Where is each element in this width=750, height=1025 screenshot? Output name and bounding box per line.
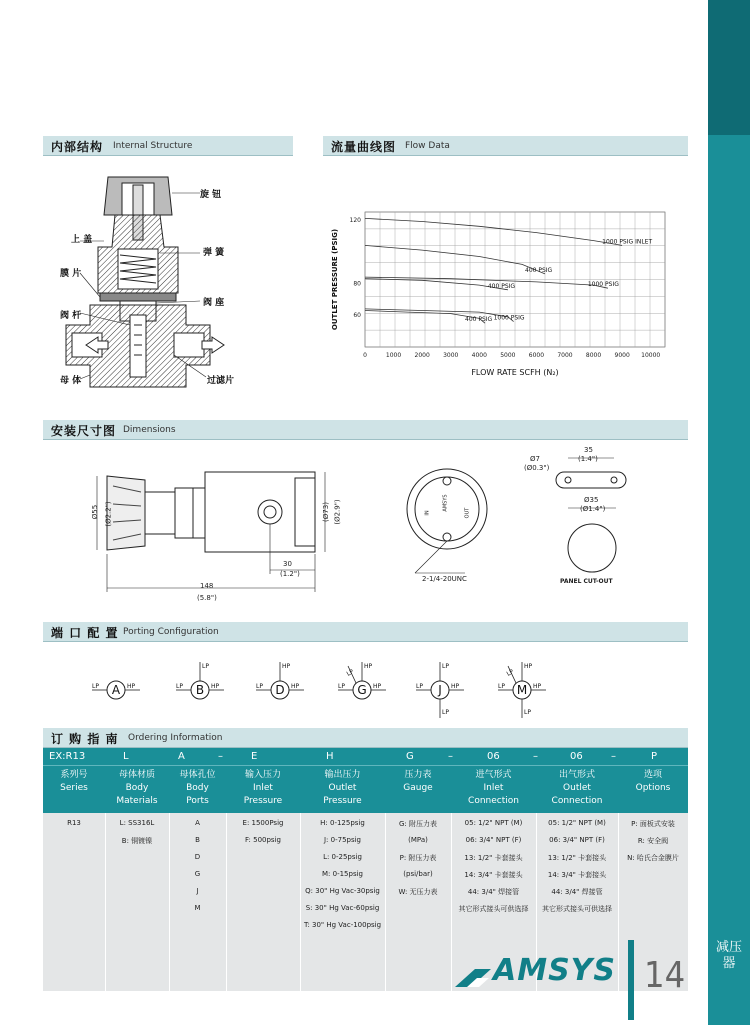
front-in-label: IN <box>424 510 431 516</box>
dim-w35: 35 <box>584 446 593 454</box>
column-header-line: Body <box>125 783 149 793</box>
table-cell: B <box>195 836 200 844</box>
series-label: 400 PSIG <box>487 282 516 290</box>
example-code-part: – <box>218 751 223 762</box>
flow-data-chart <box>325 200 695 380</box>
side-category-label: 减压器 <box>716 940 743 971</box>
x-tick-label: 10000 <box>641 352 661 359</box>
port-label-top2: LP <box>505 668 516 678</box>
x-tick-label: 4000 <box>471 352 487 359</box>
column-header-line: Series <box>60 783 88 793</box>
table-cell: 06: 3/4" NPT (F) <box>465 836 522 844</box>
port-label-right: HP <box>127 683 136 690</box>
panel-cutout-drawing <box>548 448 638 583</box>
porting-diagrams <box>0 650 700 725</box>
series-label: 1000 PSIG <box>493 314 525 322</box>
column-header <box>43 769 105 808</box>
footer-divider <box>628 940 634 1020</box>
table-cell: Q: 30" Hg Vac-30psig <box>305 887 380 895</box>
x-tick-label: 3000 <box>443 352 459 359</box>
example-code-part: – <box>533 751 538 762</box>
example-code-part: – <box>611 751 616 762</box>
column-header-line: Gauge <box>403 783 433 793</box>
table-cell: P: 面板式安装 <box>631 820 675 828</box>
column-header-line: 系列号 <box>60 770 88 780</box>
table-cell: T: 30" Hg Vac-100psig <box>303 921 382 929</box>
y-tick-label: 60 <box>353 312 361 320</box>
table-cell: D <box>194 853 201 861</box>
series-label: 400 PSIG <box>525 266 553 274</box>
port-letter: G <box>357 683 367 697</box>
column-header-line: 母体材质 <box>118 770 155 780</box>
table-cell: 14: 3/4" 卡套接头 <box>547 871 607 879</box>
column-header <box>226 769 300 808</box>
table-cell: M: 0-15psig <box>322 870 363 878</box>
x-tick-label: 7000 <box>557 352 573 359</box>
port-label-top: LP <box>202 663 209 670</box>
port-label-top: HP <box>524 663 533 670</box>
example-code-part: EX:R13 <box>49 751 86 762</box>
port-label-right: HP <box>373 683 382 690</box>
section-header-ordering <box>43 728 688 748</box>
section-title-cn: 端 口 配 置 <box>51 626 119 640</box>
column-header <box>536 769 618 808</box>
table-cell: E: 1500Psig <box>242 819 284 827</box>
table-cell: R13 <box>67 819 81 827</box>
section-header-flow-data <box>323 136 688 156</box>
dim-l58: (5.8") <box>197 594 217 602</box>
x-tick-label: 1000 <box>385 352 402 359</box>
porting-svg <box>0 650 700 725</box>
section-title-cn: 订 购 指 南 <box>51 732 119 746</box>
table-cell: B: 铜镀镍 <box>121 837 153 845</box>
column-header-line <box>618 795 688 808</box>
dim-w14: (1.4") <box>578 455 598 463</box>
x-tick-label: 0 <box>363 352 367 359</box>
column-header-line: 选项 <box>643 770 662 780</box>
page-number: 14 <box>644 955 686 996</box>
example-code-part: H <box>326 751 334 762</box>
column-header <box>618 769 688 808</box>
table-cell: J: 0-75psig <box>323 836 361 844</box>
column-header-line: Inlet <box>253 783 273 793</box>
brand-logo <box>453 953 616 988</box>
table-cell: 44: 3/4" 焊接管 <box>467 888 520 896</box>
brand-text: AMSYS <box>493 953 617 988</box>
column-header-line: Connection <box>468 796 519 806</box>
port-config-j <box>416 662 464 718</box>
label-cap: 上 盖 <box>71 235 93 245</box>
table-cell: 14: 3/4" 卡套接头 <box>464 871 523 879</box>
section-header-porting <box>43 622 688 642</box>
x-tick-label: 9000 <box>614 352 630 359</box>
port-label-right: HP <box>451 683 460 690</box>
side-view-drawing <box>85 458 345 608</box>
column-header-line <box>385 795 451 808</box>
dim-d29: (Ø2.9") <box>333 499 342 525</box>
section-title-cn: 内部结构 <box>51 140 104 154</box>
section-header-internal-structure <box>43 136 293 156</box>
port-letter: A <box>111 683 121 697</box>
table-cell: J <box>196 887 199 895</box>
section-title-en: Porting Configuration <box>123 627 219 637</box>
table-cell: F: 500psig <box>245 836 281 844</box>
port-label-left: LP <box>338 683 345 690</box>
x-tick-label: 5000 <box>500 352 516 359</box>
port-label-right: HP <box>211 683 220 690</box>
table-cell: (psi/bar) <box>403 870 433 878</box>
section-header-dimensions <box>43 420 688 440</box>
example-code-part: P <box>651 751 658 762</box>
dim-unc: 2-1/4-20UNC <box>422 575 467 583</box>
port-label-left: LP <box>498 683 505 690</box>
front-brand-small: AMSYS <box>442 494 449 512</box>
column-header-line: 出气形式 <box>558 770 595 780</box>
table-cell: 06: 3/4" NPT (F) <box>549 836 605 844</box>
dim-l12: (1.2") <box>280 570 300 578</box>
port-config-d <box>256 662 304 699</box>
column-header <box>105 769 169 808</box>
port-letter: B <box>195 683 205 697</box>
front-out-label: OUT <box>464 507 471 519</box>
column-header-line: 输出压力 <box>324 770 361 780</box>
table-cell: W: 无压力表 <box>398 888 438 896</box>
table-cell: L: SS316L <box>119 819 155 827</box>
label-spring: 弹 簧 <box>203 248 225 258</box>
section-title-en: Ordering Information <box>128 733 223 743</box>
port-label-right: HP <box>291 683 300 690</box>
column-header-line: Options <box>635 783 671 793</box>
section-title-en: Internal Structure <box>113 141 193 151</box>
example-code-part: G <box>406 751 414 762</box>
column-header <box>169 769 226 808</box>
table-cell: N: 哈氏合金膜片 <box>627 854 679 862</box>
label-stem: 阀 杆 <box>60 311 82 321</box>
label-filter: 过滤片 <box>207 376 235 386</box>
section-title-en: Flow Data <box>405 141 450 151</box>
port-label-right: HP <box>533 683 542 690</box>
port-label-top: LP <box>442 663 449 670</box>
port-letter: J <box>438 683 442 697</box>
y-axis-label: OUTLET PRESSURE (PSIG) <box>331 228 339 331</box>
dim-d73: (Ø73) <box>321 502 330 522</box>
column-header-line: Connection <box>551 796 603 806</box>
column-header <box>385 769 451 808</box>
table-cell: 44: 3/4" 焊接管 <box>551 888 603 896</box>
port-label-left: LP <box>416 683 423 690</box>
section-title-cn: 安装尺寸图 <box>51 424 117 438</box>
x-tick-label: 2000 <box>414 352 430 359</box>
dim-l30: 30 <box>283 560 292 568</box>
table-cell: L: 0-25psig <box>323 853 362 861</box>
port-config-b <box>176 662 224 699</box>
label-seat: 阀 座 <box>203 298 225 308</box>
table-cell: R: 安全阀 <box>637 837 669 845</box>
example-code-part: 06 <box>570 751 583 762</box>
port-config-m <box>498 662 546 718</box>
dim-d7: Ø7 <box>530 455 540 463</box>
dim-d55: Ø55 <box>91 504 100 520</box>
example-code-part: – <box>448 751 453 762</box>
series-label: 400 PSIG <box>465 316 493 324</box>
column-header-line <box>43 795 105 808</box>
table-cell: (MPa) <box>408 836 428 844</box>
brand-mark-icon <box>453 962 493 982</box>
dim-d35: Ø35 <box>584 496 599 504</box>
table-cell: M <box>194 904 201 912</box>
table-cell: 13: 1/2" 卡套接头 <box>464 854 523 862</box>
table-cell: A <box>195 819 200 827</box>
port-label-top: HP <box>364 663 373 670</box>
section-title-cn: 流量曲线图 <box>331 140 397 154</box>
example-code-part: L <box>123 751 129 762</box>
ordering-example-row <box>43 748 688 765</box>
ordering-header-row <box>43 765 688 813</box>
port-letter: D <box>275 683 285 697</box>
x-tick-label: 6000 <box>528 352 545 359</box>
table-cell: 其它形式接头可供选择 <box>542 905 612 913</box>
port-letter: M <box>516 683 528 697</box>
port-label-top: HP <box>282 663 291 670</box>
column-header-line: Outlet <box>563 783 591 793</box>
front-view-drawing <box>395 455 505 585</box>
dim-d14: (Ø1.4") <box>580 505 606 513</box>
table-cell: 13: 1/2" 卡套接头 <box>547 854 607 862</box>
column-header-line: Materials <box>116 796 158 806</box>
table-cell: 其它形式接头可供选择 <box>458 905 529 913</box>
column-header-line: Pressure <box>243 796 283 806</box>
port-config-a <box>92 681 140 699</box>
column-header-line: 进气形式 <box>475 770 512 780</box>
column-header-line: 输入压力 <box>244 770 281 780</box>
column-header-line: Ports <box>186 796 209 806</box>
column-header-line: 压力表 <box>404 770 432 780</box>
label-body: 母 体 <box>60 376 82 386</box>
port-label-left: LP <box>256 683 263 690</box>
column-header-line: 母体孔位 <box>179 770 216 780</box>
table-cell: G: 附压力表 <box>398 820 437 828</box>
column-header-line: Body <box>186 783 209 793</box>
table-cell: G <box>194 870 201 878</box>
y-tick-label: 120 <box>349 216 361 224</box>
series-label: 1000 PSIG INLET <box>602 238 653 246</box>
table-cell: 05: 1/2" NPT (M) <box>464 819 523 827</box>
panel-cutout-label: PANEL CUT-OUT <box>560 578 613 585</box>
column-header-line: Inlet <box>483 783 504 793</box>
port-label-bottom: LP <box>442 709 449 716</box>
port-label-left: LP <box>176 683 183 690</box>
section-title-en: Dimensions <box>123 425 176 435</box>
side-color-bar <box>708 0 750 1025</box>
table-cell: P: 附压力表 <box>399 854 437 862</box>
label-knob: 旋 钮 <box>200 190 222 200</box>
dim-l148: 148 <box>200 582 214 590</box>
port-label-bottom: LP <box>524 709 531 716</box>
x-axis-label: FLOW RATE SCFH (N₂) <box>471 368 559 377</box>
column-header-line: Outlet <box>328 783 357 793</box>
port-label-top2: LP <box>345 668 356 678</box>
example-code-part: E <box>251 751 258 762</box>
column-header <box>451 769 536 808</box>
column-header-line: Pressure <box>323 796 362 806</box>
port-label-left: LP <box>92 683 99 690</box>
series-label: 1000 PSIG <box>587 281 619 289</box>
example-code-part: A <box>178 751 185 762</box>
example-code-part: 06 <box>487 751 500 762</box>
y-tick-label: 80 <box>353 280 361 288</box>
table-cell: 05: 1/2" NPT (M) <box>548 819 606 827</box>
internal-structure-drawing <box>60 165 270 395</box>
column-header <box>300 769 385 808</box>
side-color-bar-top <box>708 0 750 135</box>
x-tick-label: 8000 <box>585 352 602 359</box>
port-config-g <box>338 662 386 699</box>
dim-d03: (Ø0.3") <box>524 464 550 472</box>
table-cell: H: 0-125psig <box>320 819 365 827</box>
dim-d22: (Ø2.2") <box>104 501 113 527</box>
table-cell: S: 30" Hg Vac-60psig <box>305 904 380 912</box>
label-diaphragm: 膜 片 <box>60 269 82 279</box>
